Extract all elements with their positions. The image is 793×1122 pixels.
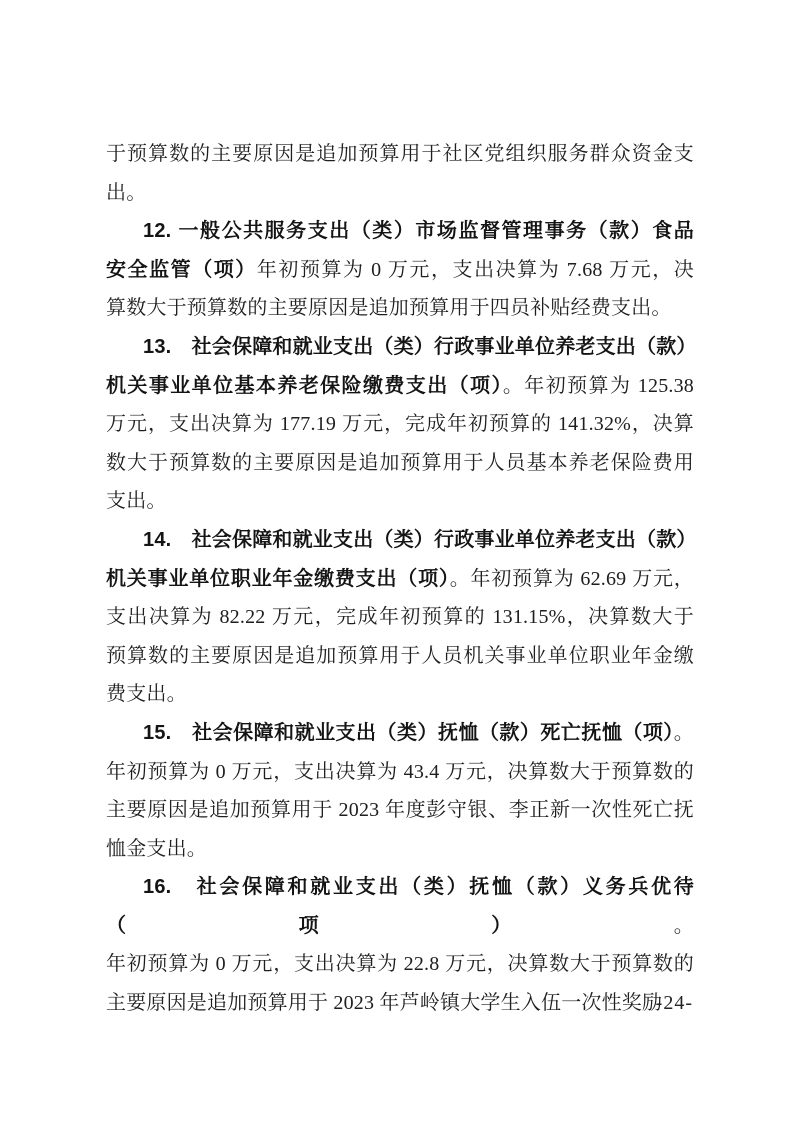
text-line [106,328,697,367]
text-line [106,637,694,676]
text-line [106,251,694,290]
text-line [106,791,694,830]
text-line [106,868,694,945]
body-run: 。 [673,721,694,744]
body-run: 年初预算为 0 万元，支出决算为 7.68 万元，决 [256,258,694,281]
text-line [106,830,694,869]
text-line [106,714,694,753]
body-run: 。 [673,914,694,937]
page-number: -24- [655,992,693,1014]
body-run: 恤金支出。 [106,837,207,860]
body-run: 。年初预算为 125.38 [502,374,694,397]
text-line [106,598,694,637]
text-line [106,482,694,521]
text-line [106,367,694,406]
text-line [106,444,694,483]
body-run: 。年初预算为 62.69 万元， [449,567,695,590]
text-line [106,945,694,984]
document-body [106,135,697,1023]
body-run: 主要原因是追加预算用于 2023 年芦岭镇大学生入伍一次性奖励 [106,992,663,1015]
text-line [106,405,694,444]
text-line [106,560,694,599]
heading-run: 机关事业单位基本养老保险缴费支出（项） [106,374,503,397]
text-line [106,135,694,174]
text-line [106,675,694,714]
text-line [106,174,694,213]
body-run: 万元，支出决算为 177.19 万元，完成年初预算的 141.32%，决算 [106,413,694,436]
heading-run: 12. 一般公共服务支出（类）市场监督管理事务（款）食品 [143,220,694,243]
text-line [106,984,694,1023]
body-run: 预算数的主要原因是追加预算用于人员机关事业单位职业年金缴 [106,644,694,667]
body-run: 支出。 [106,490,167,513]
heading-run: 安全监管（项） [106,258,257,281]
text-line [106,753,694,792]
body-run: 数大于预算数的主要原因是追加预算用于人员基本养老保险费用 [106,451,694,474]
body-run: 算数大于预算数的主要原因是追加预算用于四员补贴经费支出。 [106,297,672,320]
heading-run: 14. 社会保障和就业支出（类）行政事业单位养老支出（款） [143,528,697,551]
body-run: 费支出。 [106,683,187,706]
body-run: 出。 [106,181,147,204]
text-line [106,212,694,251]
text-line [106,289,694,328]
body-run: 支出决算为 82.22 万元，完成年初预算的 131.15%，决算数大于 [106,606,694,629]
body-run: 年初预算为 0 万元，支出决算为 22.8 万元，决算数大于预算数的 [106,953,694,976]
text-line [106,521,697,560]
heading-run: 16. 社会保障和就业支出（类）抚恤（款）义务兵优待（项） [106,876,694,937]
heading-run: 13. 社会保障和就业支出（类）行政事业单位养老支出（款） [143,335,697,358]
body-run: 主要原因是追加预算用于 2023 年度彭守银、李正新一次性死亡抚 [106,799,694,822]
heading-run: 15. 社会保障和就业支出（类）抚恤（款）死亡抚恤（项） [143,721,674,744]
body-run: 于预算数的主要原因是追加预算用于社区党组织服务群众资金支 [106,143,694,165]
body-run: 年初预算为 0 万元，支出决算为 43.4 万元，决算数大于预算数的 [106,760,694,783]
heading-run: 机关事业单位职业年金缴费支出（项） [106,567,450,590]
